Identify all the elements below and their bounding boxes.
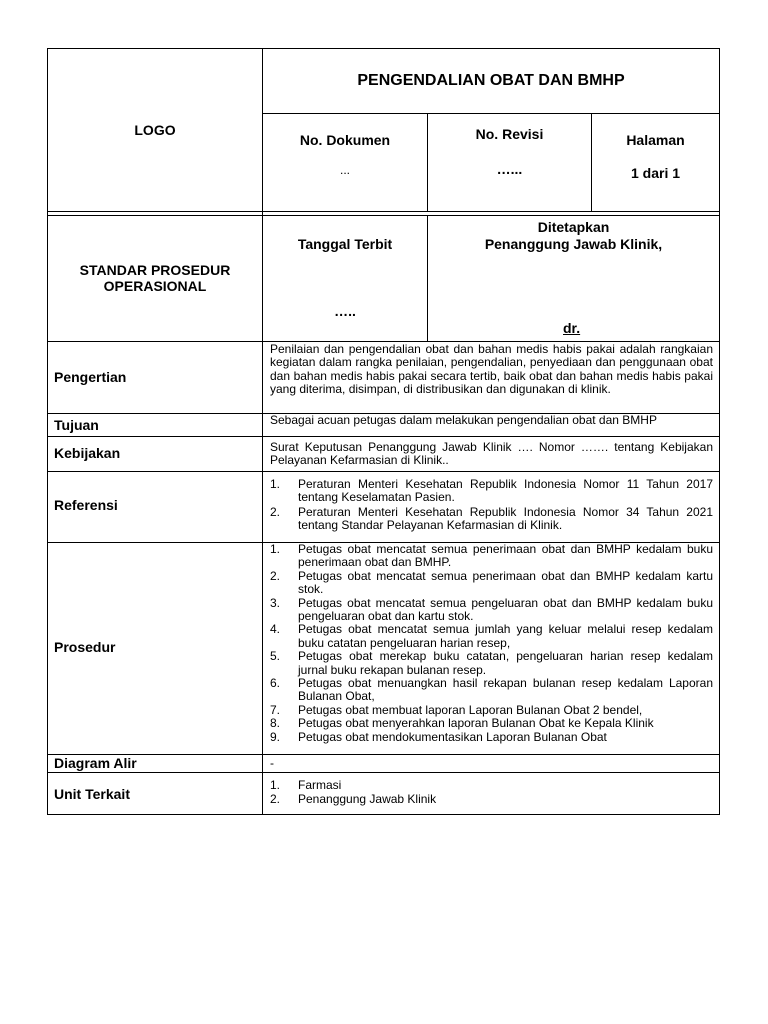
list-item: 9. Petugas obat mendokumentasikan Laporan Bulanan Obat [270, 729, 607, 744]
list-item: 2. Peraturan Menteri Kesehatan Republik Indonesia Nomor 34 Tahun 2021 tentang Standar Pelayanan Kefarmasian di Klinik. [270, 504, 713, 533]
list-item: 7. Petugas obat membuat laporan Laporan Bulanan Obat 2 bendel, [270, 702, 643, 717]
issue-date-label: Tanggal Terbit [297, 236, 393, 252]
list-item: 8. Petugas obat menyerahkan laporan Bulanan Obat ke Kepala Klinik [270, 716, 654, 731]
kebijakan-label: Kebijakan [54, 445, 121, 461]
page-value: 1 dari 1 [630, 165, 681, 181]
referensi-list [268, 478, 713, 533]
page-label: Halaman [626, 132, 685, 148]
issue-date-value: ….. [334, 303, 356, 319]
tujuan-label: Tujuan [54, 417, 99, 433]
document-title: PENGENDALIAN OBAT DAN BMHP [357, 72, 625, 89]
kebijakan-text: Surat Keputusan Penanggung Jawab Klinik …. Nomor ……. tentang Kebijakan Pelayanan Kefarmasian di Klinik.. [270, 440, 713, 468]
tujuan-text: Sebagai acuan petugas dalam melakukan pengendalian obat dan BMHP [270, 413, 657, 427]
pengertian-text: Penilaian dan pengendalian obat dan bahan medis habis pakai adalah rangkaian kegiatan dalam rangka penilaian, pengendalian, penyediaan dan penggunaan obat dan bahan medis habis pakai secara tertib, baik obat dan bahan medis habis pakai yang diterima, disimpan, di distribusikan dan digunakan di klinik. [270, 342, 713, 397]
prosedur-list [268, 543, 713, 744]
pengertian-label: Pengertian [54, 369, 127, 385]
unit-label: Unit Terkait [54, 786, 130, 802]
signatory-name: dr. [563, 320, 581, 336]
referensi-label: Referensi [54, 497, 118, 513]
responsible-label: Penanggung Jawab Klinik, [484, 236, 663, 252]
doc-number-label: No. Dokumen [299, 132, 391, 148]
list-item: 2. Penanggung Jawab Klinik [270, 792, 437, 807]
logo-placeholder: LOGO [134, 122, 176, 138]
list-item: 1. Peraturan Menteri Kesehatan Republik Indonesia Nomor 11 Tahun 2017 tentang Keselamatan Pasien. [270, 477, 713, 505]
list-item: 1. Petugas obat mencatat semua penerimaan obat dan BMHP kedalam buku penerimaan obat dan BMHP. [270, 542, 713, 570]
established-label: Ditetapkan [537, 219, 610, 235]
diagram-text: - [270, 756, 274, 770]
list-item: 2. Petugas obat mencatat semua penerimaan obat dan BMHP kedalam kartu stok. [270, 568, 713, 597]
revision-label: No. Revisi [475, 126, 544, 142]
list-item: 5. Petugas obat merekap buku catatan, pengeluaran harian resep kedalam jurnal buku rekapan bulanan resep. [270, 649, 713, 677]
prosedur-label: Prosedur [54, 639, 116, 655]
list-item: 4. Petugas obat mencatat semua jumlah yang keluar melalui resep kedalam buku catatan pengeluaran harian resep, [270, 622, 713, 650]
diagram-label: Diagram Alir [54, 755, 137, 771]
list-item: 1. Farmasi [270, 778, 342, 792]
list-item: 3. Petugas obat mencatat semua pengeluaran obat dan BMHP kedalam buku pengeluaran obat dan kartu stok. [270, 595, 713, 624]
revision-value: …... [496, 161, 523, 177]
doc-number-value: ... [339, 163, 350, 177]
list-item: 6. Petugas obat menuangkan hasil rekapan bulanan resep kedalam Laporan Bulanan Obat, [270, 676, 713, 704]
unit-list [268, 779, 713, 807]
sop-label: STANDAR PROSEDUR OPERASIONAL [79, 262, 231, 294]
